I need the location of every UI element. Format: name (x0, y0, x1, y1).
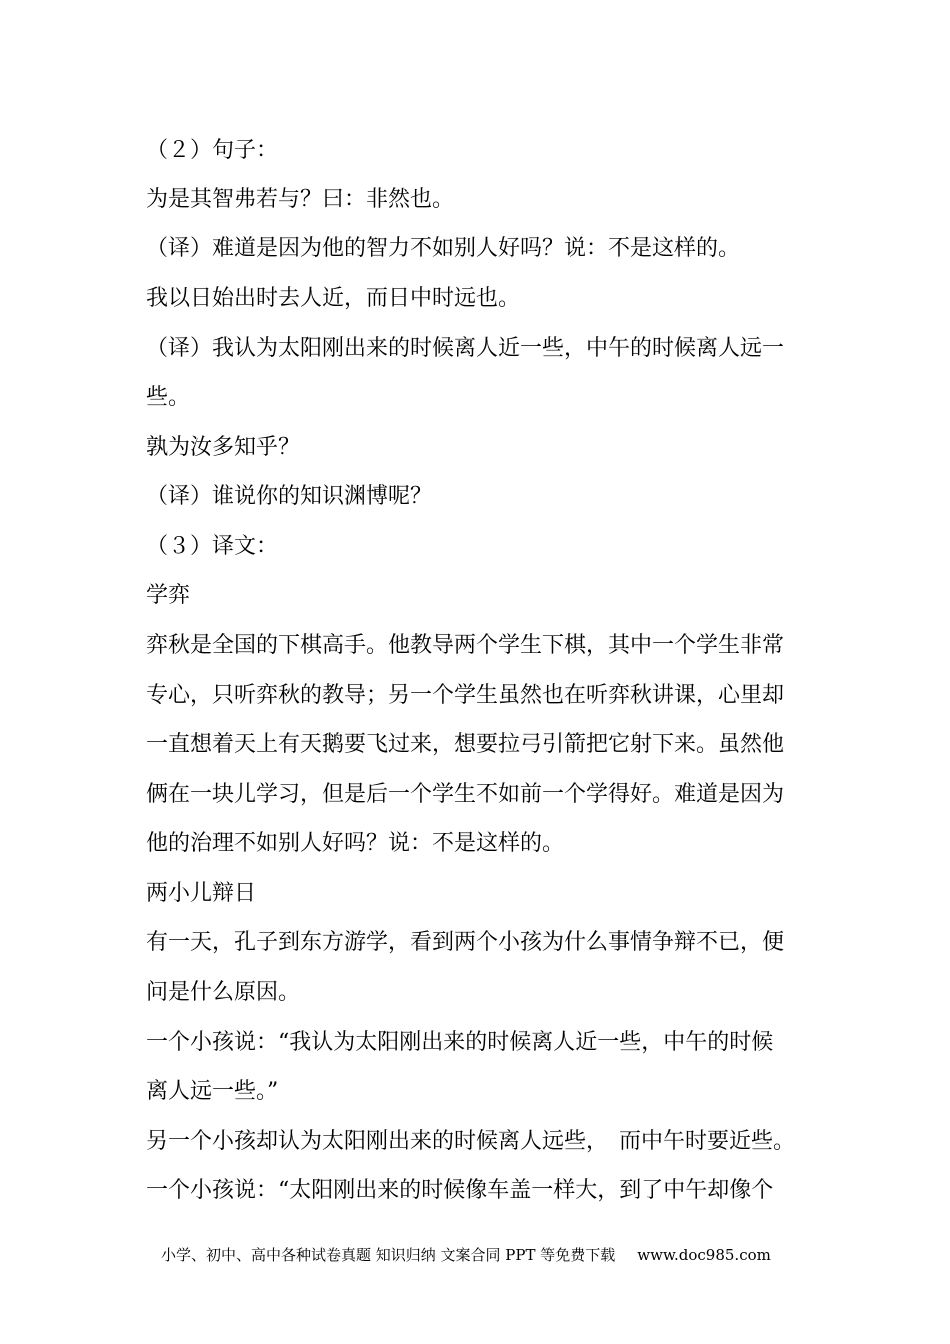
text-line: 弈秋是全国的下棋高手。他教导两个学生下棋，其中一个学生非常 (146, 633, 785, 658)
text-line: 另一个小孩却认为太阳刚出来的时候离人远些， 而中午时要近些。 (146, 1129, 796, 1154)
passage-title: 学弈 (146, 583, 191, 608)
text-line: 一个小孩说：“我认为太阳刚出来的时候离人近一些，中午的时候 (146, 1030, 774, 1055)
text-line: 一个小孩说：“太阳刚出来的时候像车盖一样大，到了中午却像个 (146, 1178, 774, 1203)
passage-title: 两小儿辩日 (146, 881, 257, 906)
text-line: 一直想着天上有天鹅要飞过来，想要拉弓引箭把它射下来。虽然他 (146, 732, 785, 757)
text-line: （译）难道是因为他的智力不如别人好吗？说：不是这样的。 (146, 236, 741, 261)
text-line: 我以日始出时去人近，而日中时远也。 (146, 286, 521, 311)
footer-url: www.doc985.com (637, 1246, 771, 1264)
footer-text: 小学、初中、高中各种试卷真题 知识归纳 文案合同 PPT 等免费下载 (161, 1246, 616, 1264)
text-line: 孰为汝多知乎？ (146, 435, 301, 460)
text-line: 专心，只听弈秋的教导；另一个学生虽然也在听弈秋讲课，心里却 (146, 683, 785, 708)
text-line: 些。 (146, 385, 191, 410)
text-line: 俩在一块儿学习，但是后一个学生不如前一个学得好。难道是因为 (146, 782, 785, 807)
text-line: 为是其智弗若与？曰：非然也。 (146, 187, 455, 212)
text-line: 他的治理不如别人好吗？说：不是这样的。 (146, 831, 565, 856)
page-footer (161, 1244, 771, 1266)
section-heading: （２）句子： (146, 138, 279, 163)
text-line: 问是什么原因。 (146, 980, 301, 1005)
text-line: （译）我认为太阳刚出来的时候离人近一些，中午的时候离人远一 (146, 336, 785, 361)
text-line: 离人远一些。” (146, 1079, 279, 1104)
section-heading: （３）译文： (146, 534, 279, 559)
text-line: 有一天，孔子到东方游学，看到两个小孩为什么事情争辩不已，便 (146, 930, 785, 955)
text-line: （译）谁说你的知识渊博呢？ (146, 484, 433, 509)
